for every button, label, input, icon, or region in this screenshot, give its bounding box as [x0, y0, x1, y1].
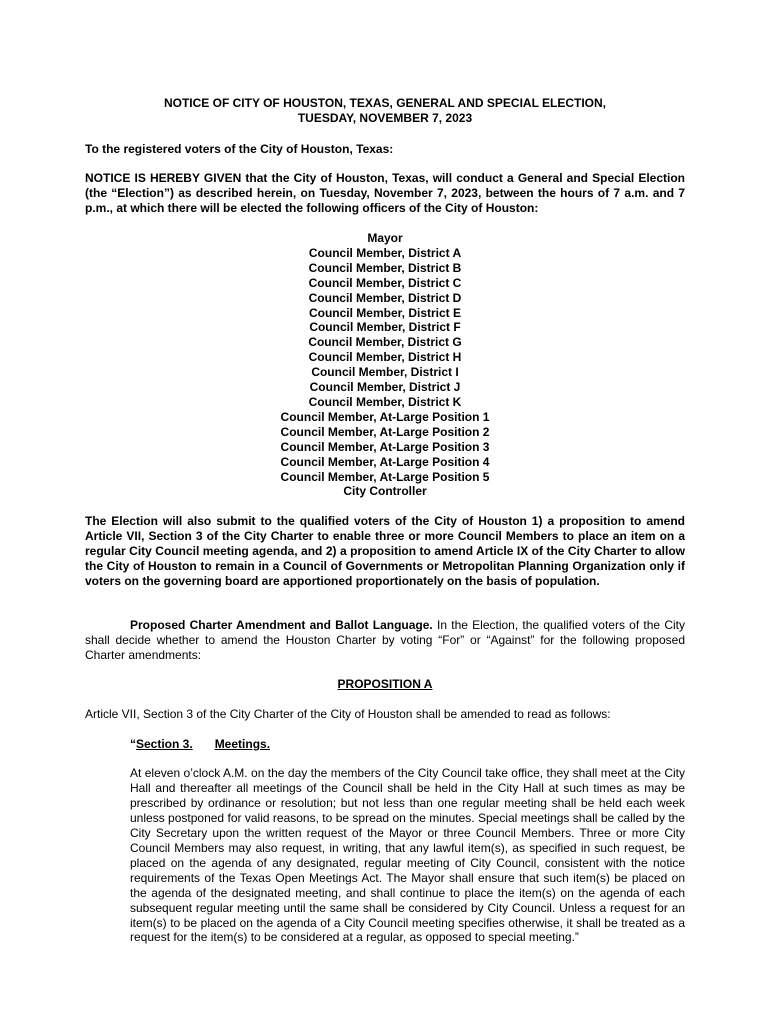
office-item: Council Member, District J — [309, 380, 461, 395]
proposition-a-heading: PROPOSITION A — [337, 677, 433, 691]
office-item: Council Member, District I — [311, 365, 459, 380]
office-item: City Controller — [343, 484, 427, 499]
section-heading — [130, 737, 270, 752]
office-item: Council Member, District D — [308, 290, 462, 305]
office-item: Council Member, At-Large Position 4 — [280, 454, 490, 469]
section-number: Section 3. — [136, 737, 193, 751]
section-title: Meetings. — [214, 737, 271, 751]
amendment-text: In the Election, the qualified voters of the City shall decide whether to amend the Houston Charter by voting “For” or “Against” for the following proposed Charter amendments: — [85, 618, 685, 662]
office-item: Council Member, At-Large Position 3 — [280, 439, 490, 454]
office-item: Council Member, District H — [308, 350, 462, 365]
office-item: Council Member, At-Large Position 1 — [280, 409, 490, 424]
office-item: Council Member, District G — [308, 335, 462, 350]
office-item: Council Member, District F — [309, 320, 461, 335]
propositions-summary: The Election will also submit to the qualified voters of the City of Houston 1) a proposition to amend Article VII, Section 3 of the City Charter to enable three or more Council Members to place an item on a regular City Council meeting agenda, and 2) a proposition to amend Article IX of the City Charter to allow the City of Houston to remain in a Council of Governments or Metropolitan Planning Organization only if voters on the governing board are apportioned proportionately on the basis of population. — [85, 514, 685, 588]
office-item: Council Member, District E — [308, 305, 462, 320]
office-item: Council Member, At-Large Position 2 — [280, 424, 490, 439]
title-line-1: NOTICE OF CITY OF HOUSTON, TEXAS, GENERAL AND SPECIAL ELECTION, — [163, 96, 607, 110]
title-line-2: TUESDAY, NOVEMBER 7, 2023 — [297, 111, 473, 125]
section-body: At eleven o’clock A.M. on the day the members of the City Council take office, they shall meet at the City Hall and thereafter all meetings of the Council shall be held in the City Hall at such times as may be prescribed by ordinance or resolution; but not less than one regular meeting shall be held each week unless postponed for valid reasons, to be spread on the minutes. Special meetings shall be called by the City Secretary upon the written request of the Mayor or three Council Members. Three or more City Council Members may also request, in writing, that any lawful item(s), as specified in such request, be placed on the agenda of any designated, regular meeting of City Council, consistent with the notice requirements of the Texas Open Meetings Act. The Mayor shall ensure that such item(s) be placed on the agenda of the designated meeting, and shall continue to place the item(s) on the agenda of each subsequent regular meeting until the same shall be considered by City Council. Unless a request for an item(s) to be placed on the agenda of a City Council meeting specifies otherwise, it shall be treated as a request for the item(s) to be considered at a regular, as opposed to special meeting.” — [130, 766, 685, 945]
office-item: Council Member, District C — [308, 275, 462, 290]
amendment-paragraph — [85, 618, 685, 663]
intro-paragraph: NOTICE IS HEREBY GIVEN that the City of Houston, Texas, will conduct a General and Special Election (the “Election”) as described herein, on Tuesday, November 7, 2023, between the hours of 7 a.m. and 7 p.m., at which there will be elected the following officers of the City of Houston: — [85, 171, 685, 215]
amendment-lead: Proposed Charter Amendment and Ballot Language. — [130, 618, 433, 632]
proposition-a-intro: Article VII, Section 3 of the City Charter of the City of Houston shall be amended to read as follows: — [85, 707, 611, 721]
notice-title — [85, 96, 685, 126]
office-item: Council Member, District A — [308, 245, 462, 260]
offices-list — [85, 231, 685, 499]
office-item: Mayor — [367, 231, 403, 245]
office-item: Council Member, At-Large Position 5 — [280, 469, 490, 484]
office-item: Council Member, District B — [308, 260, 462, 275]
salutation: To the registered voters of the City of Houston, Texas: — [85, 142, 394, 156]
office-item: Council Member, District K — [308, 394, 462, 409]
open-quote: “ — [130, 737, 136, 751]
